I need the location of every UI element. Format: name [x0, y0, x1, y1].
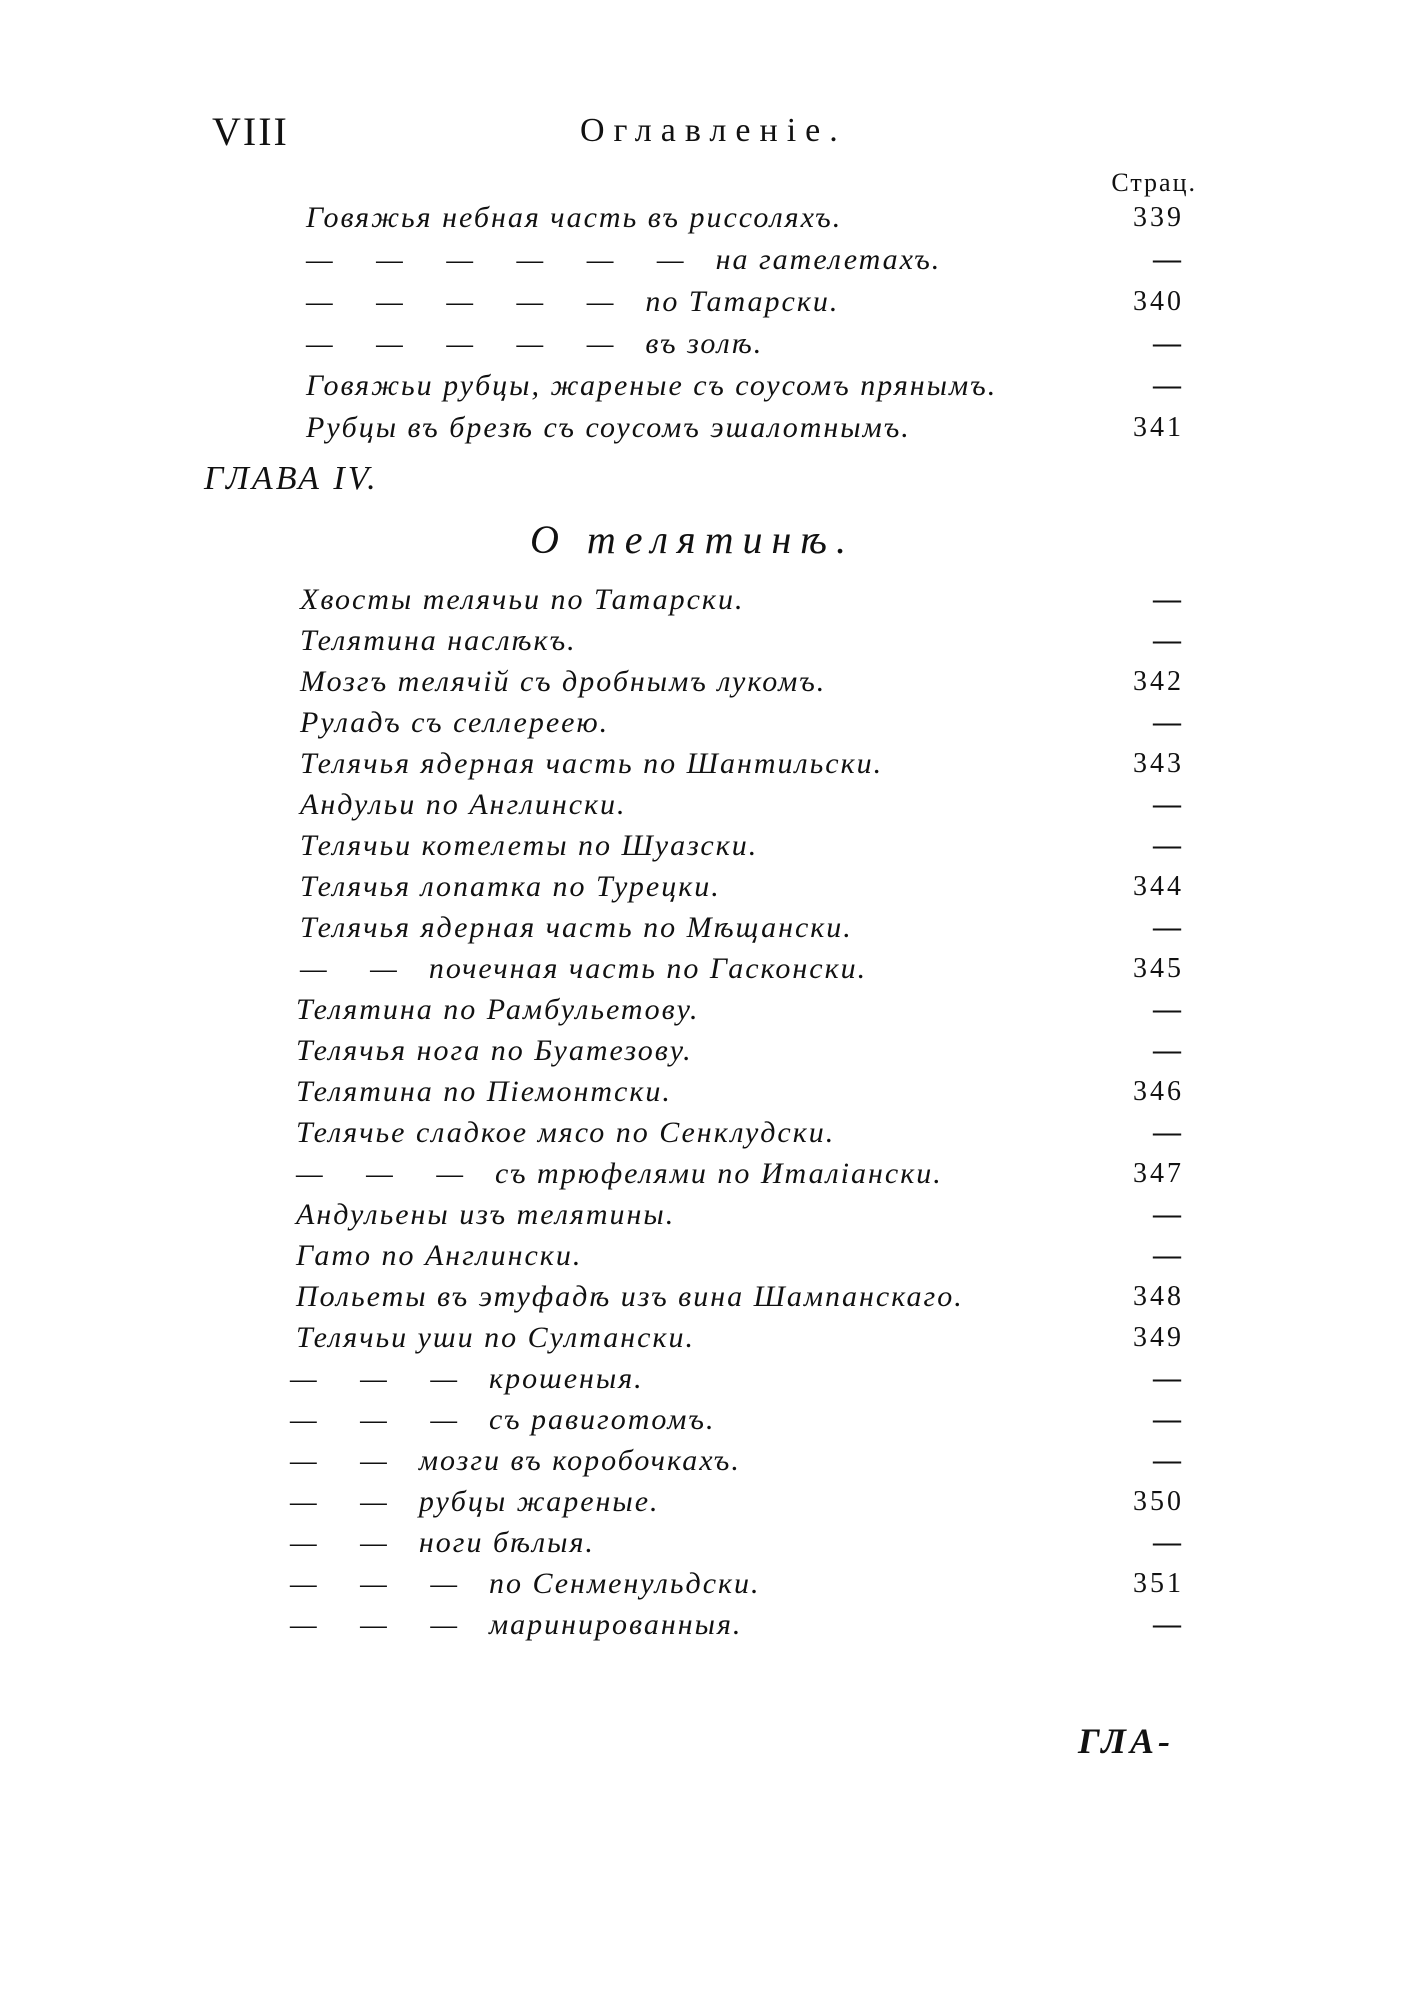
- entry-page: —: [1153, 1363, 1184, 1394]
- entry-page: 343: [1133, 748, 1184, 779]
- entry-label: на гателетахъ.: [715, 243, 942, 276]
- entry-label: Телячья нога по Буатезову.: [296, 1034, 693, 1067]
- entry-label: Гато по Англински.: [296, 1239, 583, 1272]
- toc-entry: [306, 366, 997, 406]
- entry-dash-lead: — —: [300, 952, 415, 985]
- chapter-heading: ГЛАВА IV.: [204, 460, 379, 497]
- toc-entry: [296, 1277, 964, 1317]
- catchword: ГЛА-: [1078, 1721, 1174, 1761]
- page-title: Оглавленіе.: [580, 112, 847, 149]
- entry-page: —: [1153, 912, 1184, 943]
- entry-dash-lead: — — — — —: [306, 327, 632, 360]
- toc-entry: [296, 1072, 672, 1112]
- entry-page: 348: [1133, 1281, 1184, 1312]
- entry-dash-lead: — — — — —: [306, 285, 632, 318]
- entry-dash-lead: — —: [290, 1444, 405, 1477]
- entry-label: Телячья лопатка по Турецки.: [300, 870, 721, 903]
- entry-page: —: [1153, 1527, 1184, 1558]
- entry-dash-lead: — — —: [296, 1157, 482, 1190]
- toc-entry: [306, 198, 842, 238]
- page-number: VIII: [212, 109, 289, 154]
- entry-page: 351: [1133, 1568, 1184, 1599]
- entry-page: —: [1153, 1609, 1184, 1640]
- entry-label: Телячьи уши по Султански.: [296, 1321, 695, 1354]
- toc-entry: [290, 1605, 742, 1645]
- entry-page: 342: [1133, 666, 1184, 697]
- page-column-header: Страц.: [1111, 168, 1197, 197]
- entry-page: —: [1153, 994, 1184, 1025]
- entry-page: 341: [1133, 412, 1184, 443]
- section-title: О телятинѣ.: [530, 517, 855, 562]
- entry-label: ноги бѣлыя.: [418, 1526, 595, 1559]
- entry-page: —: [1153, 584, 1184, 615]
- entry-label: Андульены изъ телятины.: [296, 1198, 676, 1231]
- entry-page: —: [1153, 1117, 1184, 1148]
- entry-page: 347: [1133, 1158, 1184, 1189]
- entry-label: Говяжья небная часть въ риссоляхъ.: [306, 201, 843, 234]
- entry-page: —: [1153, 1240, 1184, 1271]
- toc-entry: [300, 580, 744, 620]
- toc-entry: [300, 826, 758, 866]
- entry-label: Руладъ съ селлереею.: [300, 706, 610, 739]
- toc-entry: [296, 1195, 675, 1235]
- toc-entry: [296, 990, 700, 1030]
- toc-entry: [296, 1236, 582, 1276]
- toc-entry: [300, 662, 826, 702]
- entry-dash-lead: — — — — — —: [306, 243, 702, 276]
- entry-dash-lead: — — —: [290, 1362, 476, 1395]
- toc-entry: [306, 282, 839, 322]
- entry-dash-lead: — — —: [290, 1403, 476, 1436]
- toc-entry: [290, 1400, 716, 1440]
- entry-label: рубцы жареные.: [418, 1485, 660, 1518]
- entry-label: Телячье сладкое мясо по Сенклудски.: [296, 1116, 836, 1149]
- toc-entry: [300, 949, 867, 989]
- entry-page: 345: [1133, 953, 1184, 984]
- entry-page: 344: [1133, 871, 1184, 902]
- toc-entry: [290, 1482, 660, 1522]
- entry-page: —: [1153, 707, 1184, 738]
- toc-entry: [290, 1564, 761, 1604]
- entry-label: мозги въ коробочкахъ.: [418, 1444, 741, 1477]
- entry-page: 340: [1133, 286, 1184, 317]
- toc-entry: [300, 621, 577, 661]
- toc-entry: [306, 408, 911, 448]
- entry-label: Телячья ядерная часть по Шантильски.: [300, 747, 884, 780]
- toc-entry: [306, 324, 763, 364]
- toc-entry: [296, 1031, 693, 1071]
- entry-page: —: [1153, 1445, 1184, 1476]
- entry-label: Андульи по Англински.: [300, 788, 627, 821]
- toc-entry: [300, 744, 883, 784]
- toc-entry: [296, 1154, 943, 1194]
- toc-entry: [300, 785, 627, 825]
- toc-entry: [306, 240, 941, 280]
- toc-entry: [300, 908, 853, 948]
- entry-label: въ золѣ.: [645, 327, 764, 360]
- entry-page: —: [1153, 625, 1184, 656]
- toc-entry: [300, 867, 721, 907]
- entry-page: 350: [1133, 1486, 1184, 1517]
- entry-page: —: [1153, 1035, 1184, 1066]
- entry-label: Телятина по Піемонтски.: [296, 1075, 672, 1108]
- entry-label: Рубцы въ брезѣ съ соусомъ эшалотнымъ.: [306, 411, 911, 444]
- entry-page: —: [1153, 1199, 1184, 1230]
- entry-page: —: [1153, 830, 1184, 861]
- toc-entry: [296, 1318, 695, 1358]
- entry-dash-lead: — —: [290, 1485, 405, 1518]
- toc-entry: [290, 1359, 644, 1399]
- entry-label: по Сенменульдски.: [489, 1567, 761, 1600]
- toc-entry: [300, 703, 609, 743]
- entry-label: Хвосты телячьи по Татарски.: [300, 583, 745, 616]
- toc-entry: [290, 1523, 595, 1563]
- entry-label: съ равиготомъ.: [489, 1403, 716, 1436]
- entry-dash-lead: — — —: [290, 1567, 476, 1600]
- entry-label: Телячья ядерная часть по Мѣщански.: [300, 911, 853, 944]
- entry-label: Мозгъ телячій съ дробнымъ лукомъ.: [300, 665, 827, 698]
- entry-label: Говяжьи рубцы, жареные съ соусомъ прянымъ.: [306, 369, 998, 402]
- entry-page: —: [1153, 1404, 1184, 1435]
- entry-label: Польеты въ этуфадѣ изъ вина Шампанскаго.: [296, 1280, 964, 1313]
- entry-page: 349: [1133, 1322, 1184, 1353]
- entry-page: —: [1153, 789, 1184, 820]
- entry-label: по Татарски.: [645, 285, 840, 318]
- entry-label: Телятина наслѣкъ.: [300, 624, 577, 657]
- entry-label: Телятина по Рамбульетову.: [296, 993, 700, 1026]
- entry-label: съ трюфелями по Италіански.: [495, 1157, 943, 1190]
- toc-entry: [290, 1441, 741, 1481]
- entry-page: —: [1153, 370, 1184, 401]
- entry-dash-lead: — — —: [290, 1608, 476, 1641]
- entry-page: —: [1153, 244, 1184, 275]
- entry-page: —: [1153, 328, 1184, 359]
- entry-dash-lead: — —: [290, 1526, 405, 1559]
- entry-label: Телячьи котелеты по Шуазски.: [300, 829, 759, 862]
- entry-page: 346: [1133, 1076, 1184, 1107]
- entry-label: почечная часть по Гасконски.: [428, 952, 868, 985]
- toc-entry: [296, 1113, 835, 1153]
- entry-label: маринированныя.: [489, 1608, 743, 1641]
- entry-page: 339: [1133, 202, 1184, 233]
- entry-label: крошеныя.: [489, 1362, 644, 1395]
